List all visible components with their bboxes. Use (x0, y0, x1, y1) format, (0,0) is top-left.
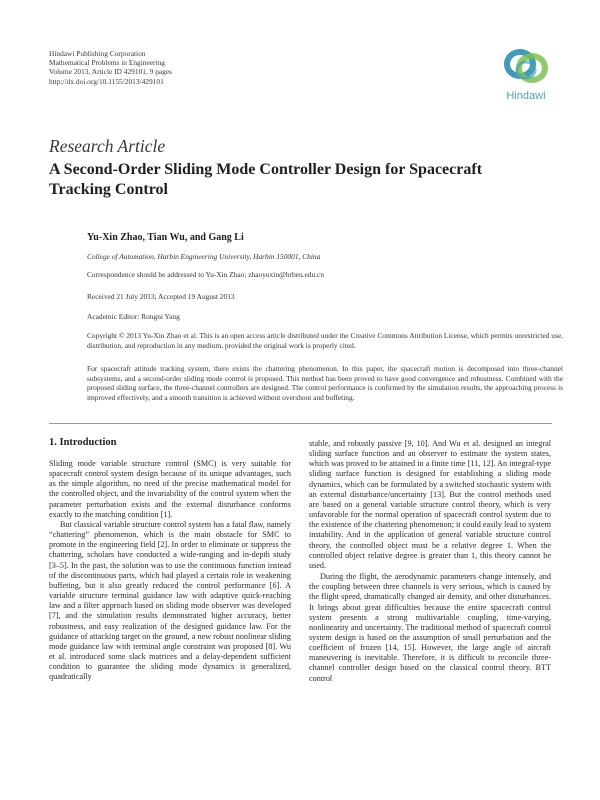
section-heading-introduction: 1. Introduction (49, 437, 117, 448)
received-accepted-dates: Received 21 July 2013; Accepted 19 August 2013 (87, 292, 235, 301)
left-column (49, 437, 291, 682)
journal-info (49, 49, 172, 86)
hindawi-logo (499, 46, 553, 106)
publisher-line: Hindawi Publishing Corporation (49, 49, 146, 58)
paragraph: But classical variable structure control system has a fatal flaw, namely “chattering” phenomenon, which is the main obstacle for SMC to promote in the engineering field [2]. In order to eliminate or suppress the chattering, scholars have conducted a wide-ranging and in-depth study [3–5]. In the past, the solution was to use the continuous function instead of the discontinuous parts, which had played a certain role in weakening buffeting, but it also greatly reduced the control performance [6]. A variable structure terminal guidance law with adaptive quick-reaching law and a filter approach based on sliding mode observer was developed [7], and the simulation results demonstrated higher accuracy, better robustness, and easy realization of the designed guidance law. For the guidance of attacking target on the ground, a new robust nonlinear sliding mode guidance law with terminal angle constraint was proposed [8]. Wu et al. introduced some slack matrices and a delay-dependent sufficient condition to guarantee the sliding mode dynamics is generalized, quadratically (49, 519, 291, 682)
article-title: A Second-Order Sliding Mode Controller Design for Spacecraft Tracking Control (49, 161, 483, 198)
affiliation: College of Automation, Harbin Engineering University, Harbin 150001, China (87, 252, 321, 261)
right-column (309, 439, 551, 684)
paragraph: stable, and robustly passive [9, 10]. And Wu et al. designed an integral sliding surface function and an observer to estimate the system states, which was proved to be attained in a finite time [11, 12]. An integral-type sliding surface function is designed for establishing a sliding mode dynamics, which can be formulated by a switched stochastic system with an external disturbance/uncertainty [13]. But the control methods used are based on a general variable structure control theory, which is very unfavorable for the normal operation of spacecraft control system due to the existence of the chattering phenomenon; it could easily lead to system instability. And in the application of general variable structure control theory, the controlled object must be a relative degree 1. When the controlled object relative degree is greater than 1, this theory cannot be used. (309, 439, 551, 570)
logo-wordmark: Hindawi (506, 90, 546, 102)
volume-line: Volume 2013, Article ID 429101, 9 pages (49, 67, 173, 77)
journal-name: Mathematical Problems in Engineering (49, 58, 165, 68)
academic-editor: Academic Editor: Rongni Yang (87, 312, 180, 321)
abstract: For spacecraft attitude tracking system, there exists the chattering phenomenon. In this paper, the spacecraft motion is decomposed into three-channel subsystems, and a second-order sliding mode control is proposed. This method has been proved to have good convergence and robustness. Combined with the proposed sliding surface, the three-channel controllers are designed. The control performance is confirmed by the simulation results, the approaching process is improved effectively, and a smooth transition is achieved without overshoot and buffeting. (87, 364, 563, 402)
correspondence: Correspondence should be addressed to Yu-Xin Zhao; zhaoyuxin@hrbeu.edu.cn (87, 270, 325, 279)
article-type: Research Article (49, 136, 166, 156)
hindawi-logo-icon (499, 46, 553, 90)
copyright-notice: Copyright © 2013 Yu-Xin Zhao et al. This is an open access article distributed under the Creative Commons Attribution License, which permits unrestricted use, distribution, and reproduction in any medium, provided the original work is properly cited. (87, 331, 563, 350)
author-list: Yu-Xin Zhao, Tian Wu, and Gang Li (87, 232, 244, 243)
doi-link[interactable]: http://dx.doi.org/10.1155/2013/429101 (49, 76, 164, 86)
section-divider (49, 423, 552, 424)
paragraph: Sliding mode variable structure control (SMC) is very suitable for spacecraft control system design because of its unique advantages, such as the simple algorithm, no need of the precise mathematical model for the controlled object, and the invariability of the control system when the parameter perturbation exists and the external disturbance conforms exactly to the matching condition [1]. (49, 459, 291, 519)
paragraph: During the flight, the aerodynamic parameters change intensely, and the coupling between three channels is very serious, which is caused by the flight speed, dramatically changed air density, and other disturbances. It brings about great difficulties because the entire spacecraft control system presents a strong multivariable coupling, time-varying, nonlinearity and uncertainty. The traditional method of spacecraft control system design is based on the assumption of small perturbation and the coefficient of frozen [14, 15]. However, the large angle of aircraft maneuvering is inevitable. Therefore, it is difficult to reconcile three-channel controller design based on the classical control theory. BTT control (309, 572, 551, 683)
